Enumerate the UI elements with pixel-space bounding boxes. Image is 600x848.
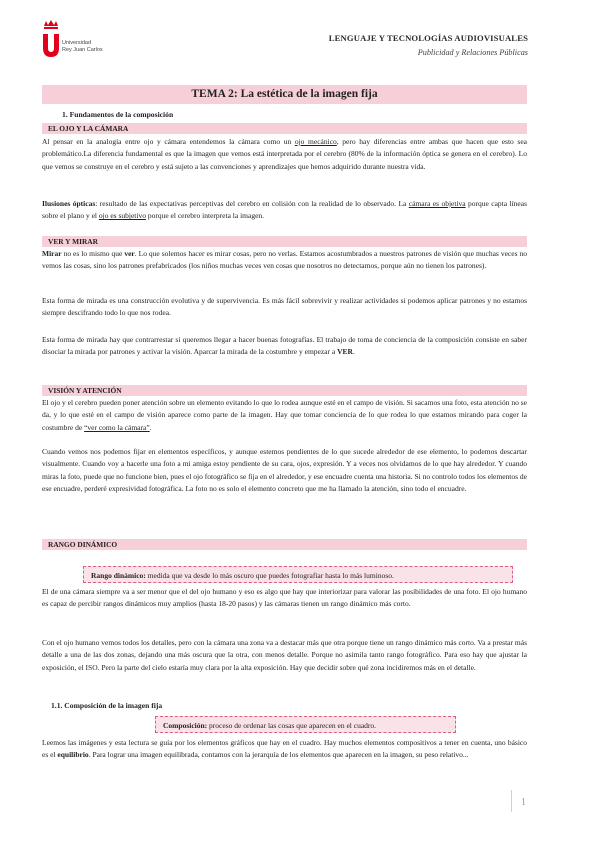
paragraph: Leemos las imágenes y esta lectura se guía por los elementos gráficos que hay en el cuadro. Hay muchos elementos compositivos a tener en cuenta, uno básico es el equilibrio. Para lograr una imagen equilibrada, contamos con la jerarquía de los elementos que aparecen en la imagen, su peso relativo...	[42, 738, 527, 760]
logo-wordmark: Universidad Rey Juan Carlos	[62, 40, 103, 53]
topic-title: TEMA 2: La estética de la imagen fija	[42, 85, 527, 104]
section-heading: 1. Fundamentos de la composición	[62, 110, 174, 119]
paragraph: El de una cámara siempre va a ser menor que el del ojo humano y eso es algo que hay que interiorizar para valorar las posibilidades de una foto. El ojo humano es capaz de percibir rangos dinámicos muy amplios (hasta 18-20 pasos) y las cámaras tienen un rango dinámico más corto.	[42, 587, 527, 609]
course-title: LENGUAJE Y TECNOLOGÍAS AUDIOVISUALES	[328, 33, 528, 43]
paragraph: Esta forma de mirada hay que contrarrestar si queremos llegar a hacer buenas fotografías. El trabajo de toma de conciencia de la composición consiste en saber disociar la mirada por patrones y activar la visión. Aparcar la mirada de la costumbre y empezar a VER.	[42, 335, 527, 357]
paragraph: Mirar no es lo mismo que ver. Lo que solemos hacer es mirar cosas, pero no verlas. Estamos acostumbrados a nuestros patrones de visión que muchas veces no vemos las cosas, sino los patrones prefabricados (los niños muchas veces ven cosas que nosotros no detectamos, porque aún no tienen los patrones).	[42, 249, 527, 271]
paragraph: Con el ojo humano vemos todos los detalles, pero con la cámara una zona va a destacar más que otra porque tiene un rango dinámico más corto. Va a prestar más detalle a una de las dos zonas, dejando una más oscura que la otra, con menos detalle. Porque no asimila tanto rango fotográfico. Para eso hay que ajustar la exposición, el ISO. Pero la parte del cielo estaría muy clara por la alta exposición. Hay que decidir sobre qué zona incidiremos más en el detalle.	[42, 638, 527, 672]
paragraph: Esta forma de mirada es una construcción evolutiva y de supervivencia. Es más fácil sobrevivir y realizar actividades si podemos aplicar patrones y no estamos siempre descifrando todo lo que nos rodea.	[42, 296, 527, 318]
page-number: 1	[521, 797, 526, 808]
section-bar-ver-mirar: VER Y MIRAR	[42, 236, 527, 247]
crown-u-logo-icon	[40, 20, 62, 64]
document-header	[329, 33, 528, 57]
page-number-divider	[511, 790, 512, 812]
degree-name: Publicidad y Relaciones Públicas	[417, 48, 528, 57]
subsection-heading: 1.1. Composición de la imagen fija	[51, 701, 163, 710]
paragraph: Al pensar en la analogía entre ojo y cámara entendemos la cámara como un ojo mecánico, pero hay diferencias entre ambas que hacen que esto sea problemático.La diferencia fundamental es que la imagen que vemos está interpretada por el cerebro (80% de la información óptica se genera en el cerebro). Lo que vemos se construye en el cerebro y está sujeto a las convenciones y aprendizajes que hemos adquirido durante nuestra vida.	[42, 137, 527, 171]
definition-box-composicion: Composición: proceso de ordenar las cosas que aparecen en el cuadro.	[155, 716, 456, 733]
section-bar-rango-dinamico: RANGO DINÁMICO	[42, 539, 527, 550]
paragraph: Cuando vemos nos podemos fijar en elementos específicos, y aunque estemos pendientes de lo que sucede alrededor de ese elemento, lo podemos descartar visualmente. Cuando voy a hacerle una foto a mi amiga estoy pendiente de su cara, ojos, expresión. Y a veces nos olvidamos de lo que hay alrededor. Y cuando miras la foto, puede que no funcione bien, pues el ojo fotográfico se fija en el alrededor, y ese encuadre cuenta una historia. Si no controlo todos los elementos de ese encuadre, perderé expresividad fotográfica. La foto no es solo el elemento concreto que me ha llamado la atención, sino todo el encuadre.	[42, 447, 527, 493]
definition-box-rango: Rango dinámico: medida que va desde lo más oscuro que puedes fotografiar hasta lo más luminoso.	[83, 566, 513, 583]
section-bar-vision-atencion: VISIÓN Y ATENCIÓN	[42, 385, 527, 396]
section-bar-ojo-camara: EL OJO Y LA CÁMARA	[42, 123, 527, 134]
university-logo	[40, 20, 150, 64]
paragraph: El ojo y el cerebro pueden poner atención sobre un elemento evitando lo que lo rodea aunque esté en el campo de visión. Si sacamos una foto, esta atención no se da, y lo que esté en el campo de visión aparece como parte de la imagen. Hay que tomar conciencia de lo que rodea lo que estamos mirando para coger la costumbre de “ver como la cámara”.	[42, 398, 527, 432]
paragraph: Ilusiones ópticas: resultado de las expectativas perceptivas del cerebro en colisión con la realidad de lo observado. La cámara es objetiva porque capta líneas sobre el plano y el ojo es subjetivo porque el cerebro interpreta la imagen.	[42, 199, 527, 221]
